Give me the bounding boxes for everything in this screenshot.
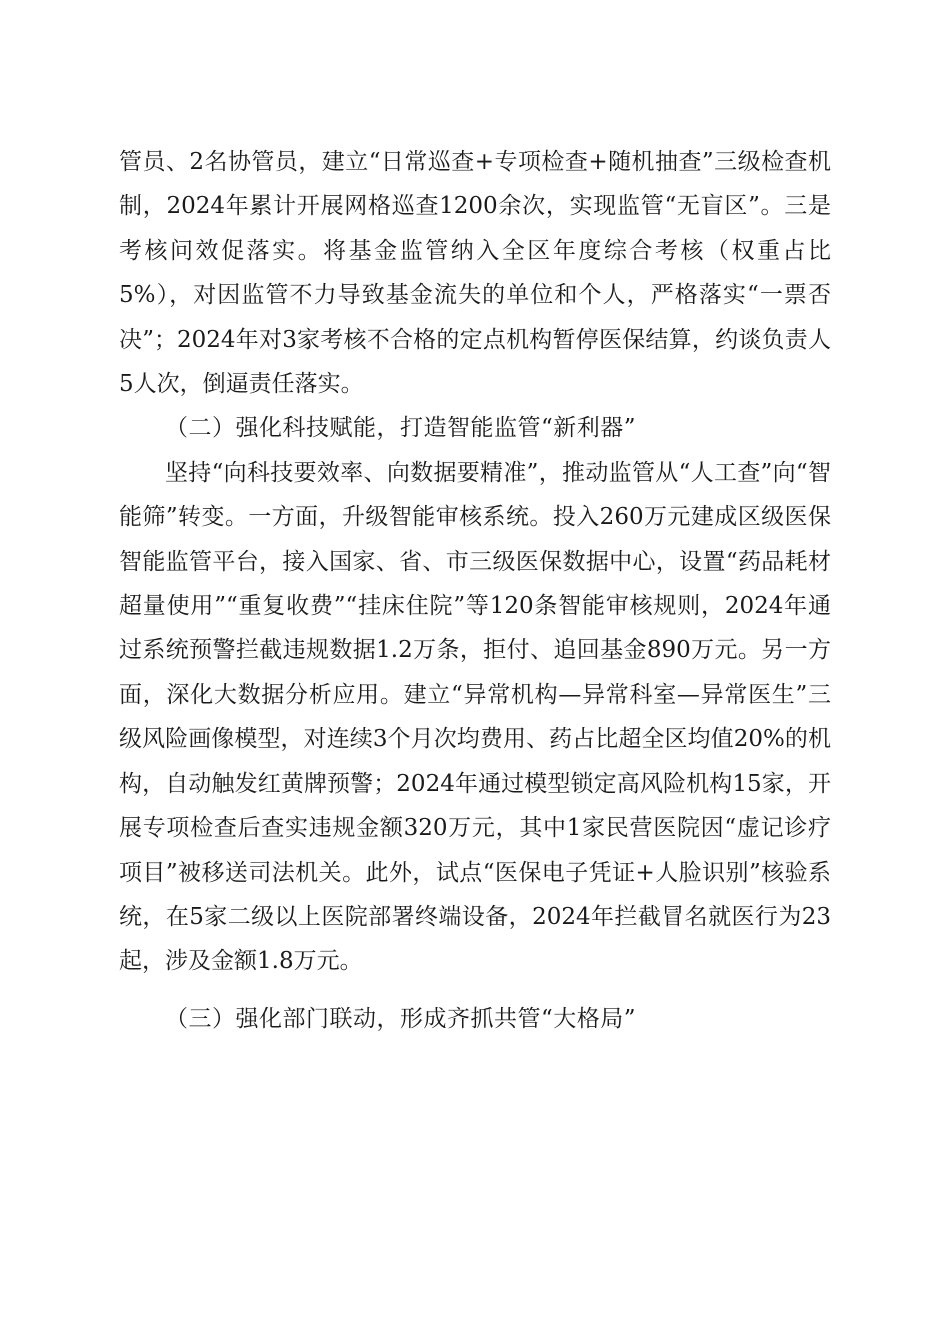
section-heading-2: （二）强化科技赋能，打造智能监管“新利器” bbox=[165, 415, 637, 442]
paragraph-section-2: 坚持“向科技要效率、向数据要精准”，推动监管从“人工查”向“智能筛”转变。一方面，升级智能审核系统。投入260万元建成区级医保智能监管平台，接入国家、省、市三级医保数据中心，设置“药品耗材超量使用”“重复收费”“挂床住院”等120条智能审核规则，2024年通过系统预警拦截违规数据1.2万条，拒付、追回基金890万元。另一方面，深化大数据分析应用。建立“异常机构—异常科室—异常医生”三级风险画像模型，对连续3个月次均费用、药占比超全区均值20%的机构，自动触发红黄牌预警；2024年通过模型锁定高风险机构15家，开展专项检查后查实违规金额320万元，其中1家民营医院因“虚记诊疗项目”被移送司法机关。此外，试点“医保电子凭证+人脸识别”核验系统，在5家二级以上医院部署终端设备，2024年拦截冒名就医行为23起，涉及金额1.8万元。 bbox=[119, 459, 831, 975]
paragraph-continued: 管员、2名协管员，建立“日常巡查+专项检查+随机抽查”三级检查机制，2024年累计开展网格巡查1200余次，实现监管“无盲区”。三是考核问效促落实。将基金监管纳入全区年度综合考核（权重占比5%），对因监管不力导致基金流失的单位和个人，严格落实“一票否决”；2024年对3家考核不合格的定点机构暂停医保结算，约谈负责人5人次，倒逼责任落实。 bbox=[119, 149, 831, 398]
section-heading-3: （三）强化部门联动，形成齐抓共管“大格局” bbox=[165, 1005, 637, 1032]
document-body bbox=[119, 140, 831, 1041]
